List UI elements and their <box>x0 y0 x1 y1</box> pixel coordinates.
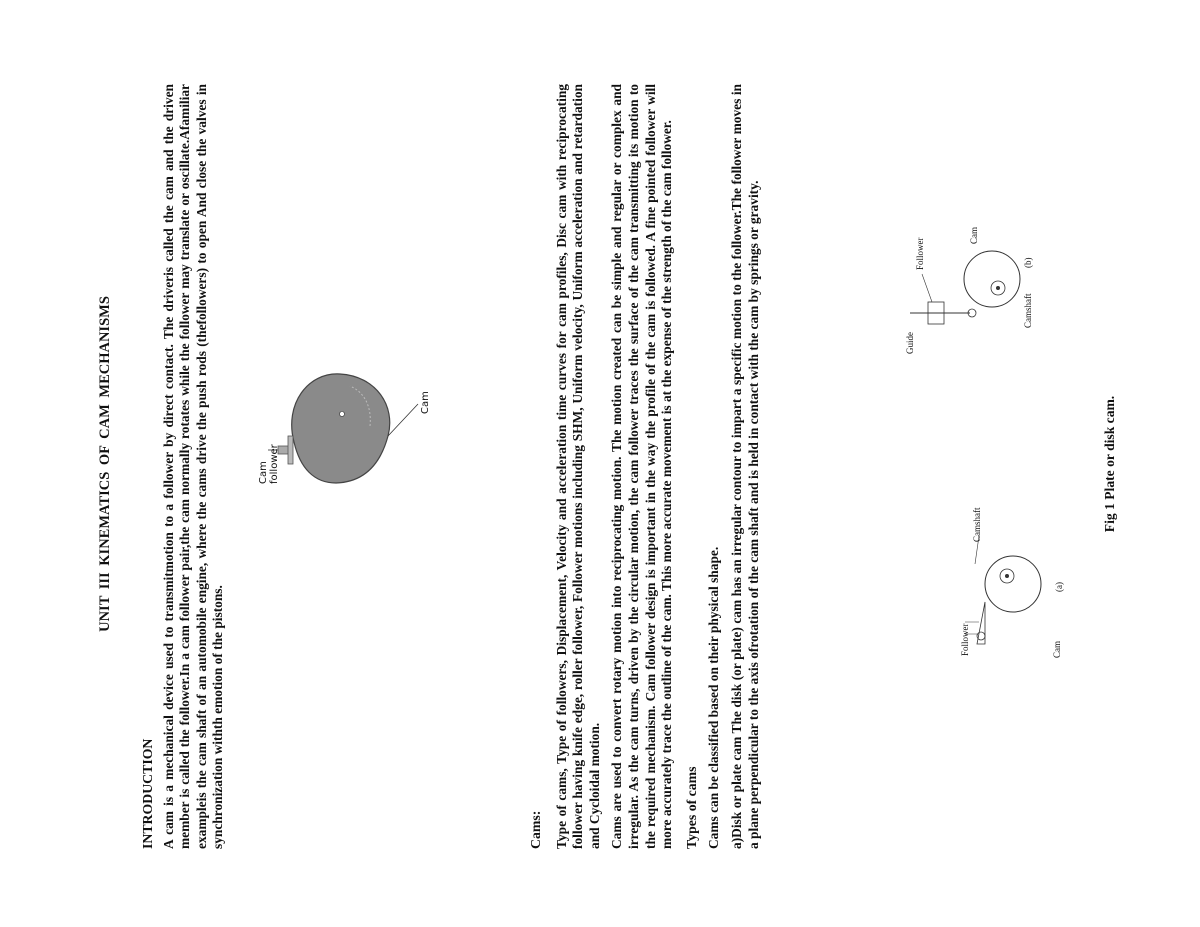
types-heading: Types of cams <box>683 765 699 849</box>
cam-shape <box>292 373 390 482</box>
rotated-content <box>40 14 1160 914</box>
plate-cam-figure-b <box>905 194 1040 354</box>
cams-section <box>528 84 762 849</box>
cam-follower-label: Cam follower <box>258 443 280 484</box>
fig-a-camshaft-label: Camshaft <box>972 507 982 542</box>
fig-a-follower-label: Follower <box>960 623 970 656</box>
fig-b-caption: (b) <box>1023 257 1033 268</box>
page-title: UNIT III KINEMATICS OF CAM MECHANISMS <box>97 295 113 632</box>
cams-topics-paragraph: Type of cams, Type of followers, Displacement, Velocity and acceleration time curves for cam profiles, Disc cam with reciprocating follower having knife edge, roller follower, Follower motions including SHM, Uniform velocity, Uniform acceleration and retardation and Cycloidal motion. <box>553 83 602 849</box>
plate-cam-figure-a <box>955 494 1065 664</box>
figure-caption: Fig 1 Plate or disk cam. <box>1102 395 1117 532</box>
fig-a-caption: (a) <box>1054 581 1064 592</box>
fig-a-cam-label: Cam <box>1052 640 1062 658</box>
disk-cam-paragraph <box>729 84 762 849</box>
fig-b-guide-label: Guide <box>905 331 915 354</box>
disk-cam-text: The disk (or plate) cam has an irregular contour to impart a specific motion to the follower.The follower moves in a plane perpendicular to the axis ofrotation of the cam shaft and is held in contact with the cam by springs or gravity. <box>728 83 761 849</box>
follower-rod <box>278 436 293 464</box>
fig-b-follower-label: Follower <box>915 237 925 270</box>
cams-description-paragraph: Cams are used to convert rotary motion into reciprocating motion. The motion created can be simple and regular or complex and irregular. As the cam turns, driven by the circular motion, the cam follower traces the surface of the cam transmitting its motion to the required mechanism. Cam follower design is important in the way the profile of the cam is followed. A fine pointed follower will more accurately trace the outline of the cam. This more accurate movement is at the expense of the strength of the cam follower. <box>609 83 675 849</box>
disk-cam-lead: a)Disk or plate cam <box>728 736 744 849</box>
types-intro: Cams can be classified based on their physical shape. <box>706 546 722 849</box>
cam-follower-figure <box>258 354 433 554</box>
introduction-section <box>140 84 227 849</box>
fig-b-camshaft-label: Camshaft <box>1023 293 1033 328</box>
cams-heading: Cams: <box>528 810 543 849</box>
introduction-heading: INTRODUCTION <box>140 738 155 849</box>
fig-b-cam-label: Cam <box>969 226 979 244</box>
introduction-paragraph: A cam is a mechanical device used to transmitmotion to a follower by direct contact. The driveris called the cam and the driven member is called the follower.In a cam follower pair,the cam normally rotates while the follower may translate or oscillate.Afamiliar exampleis the cam shaft of an automobile engine, where the cams drive the push rods (thefollowers) to open And close the valves in synchronization withth emotion of the pistons. <box>160 83 226 849</box>
cam-label: Cam <box>420 390 431 414</box>
